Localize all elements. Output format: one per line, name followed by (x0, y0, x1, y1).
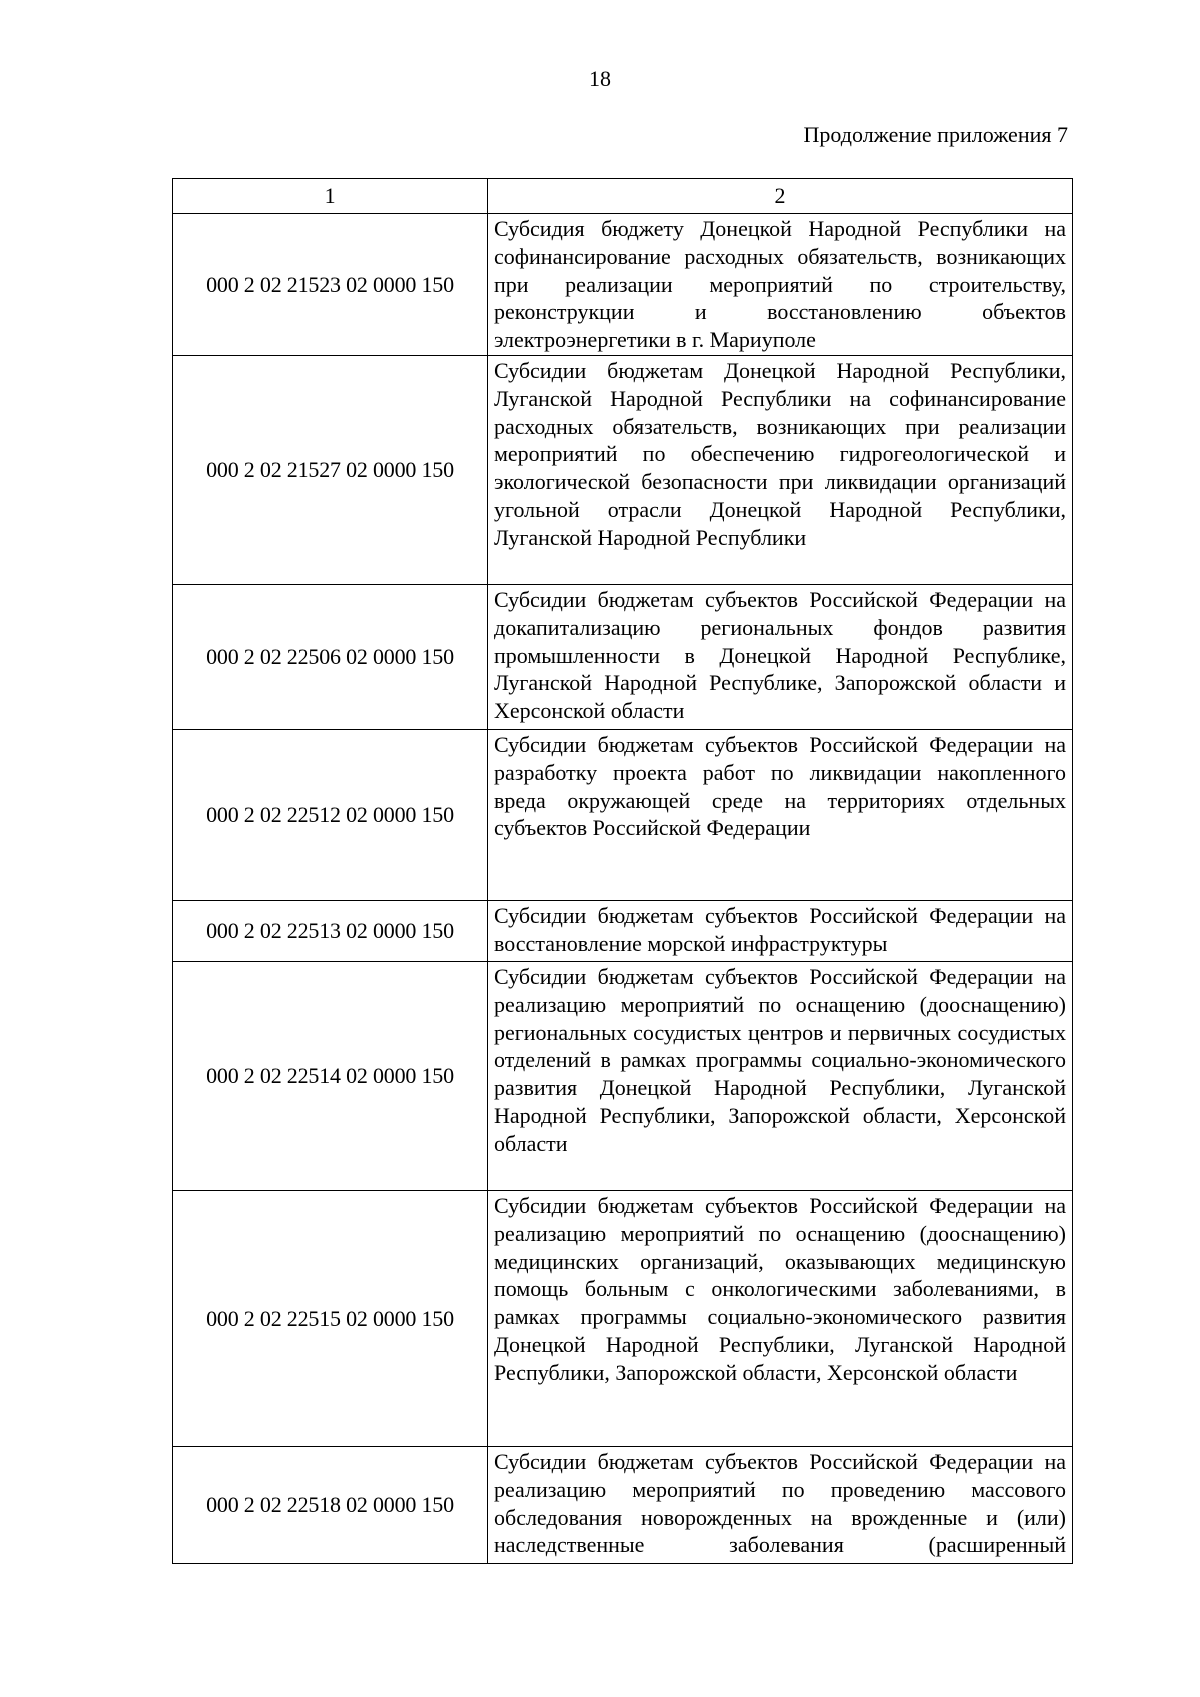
budget-code-cell: 000 2 02 21523 02 0000 150 (173, 214, 488, 356)
budget-code-cell: 000 2 02 22512 02 0000 150 (173, 730, 488, 901)
table-row (173, 214, 1073, 356)
table-row (173, 730, 1073, 901)
page-number: 18 (589, 66, 611, 91)
description-text: Субсидии бюджетам субъектов Российской Федерации на восстановление морской инфраструктуры (494, 903, 1066, 956)
description-text: Субсидии бюджетам субъектов Российской Федерации на реализацию мероприятий по оснащению (дооснащению) медицинских организаций, оказывающих медицинскую помощь больным с онкологическими заболеваниями, в рамках программы социально-экономического развития Донецкой Народной Республики, Луганской Народной Республики, Запорожской области, Херсонской области (494, 1193, 1066, 1385)
table-row (173, 585, 1073, 730)
column-header-1: 1 (173, 179, 488, 214)
budget-code-cell: 000 2 02 22506 02 0000 150 (173, 585, 488, 730)
description-text: Субсидии бюджетам субъектов Российской Федерации на реализацию мероприятий по оснащению (дооснащению) региональных сосудистых центров и первичных сосудистых отделений в рамках программы социально-экономического развития Донецкой Народной Республики, Луганской Народной Республики, Запорожской области, Херсонской области (494, 964, 1066, 1156)
description-cell (488, 585, 1073, 730)
table-row (173, 1447, 1073, 1564)
budget-codes-table (172, 178, 1073, 1564)
description-cell (488, 214, 1073, 356)
budget-code-cell: 000 2 02 22513 02 0000 150 (173, 901, 488, 962)
description-text: Субсидии бюджетам субъектов Российской Федерации на реализацию мероприятий по проведению массового обследования новорожденных на врожденные и (или) наследственные заболевания (расширенный (494, 1449, 1066, 1558)
table-row (173, 962, 1073, 1191)
column-header-2: 2 (488, 179, 1073, 214)
budget-code-cell: 000 2 02 21527 02 0000 150 (173, 356, 488, 585)
description-cell (488, 730, 1073, 901)
table-header-row (173, 179, 1073, 214)
table-row (173, 901, 1073, 962)
description-cell (488, 1191, 1073, 1447)
description-cell (488, 901, 1073, 962)
description-text: Субсидии бюджетам Донецкой Народной Республики, Луганской Народной Республики на софинансирование расходных обязательств, возникающих при реализации мероприятий по обеспечению гидрогеологической и экологической безопасности при ликвидации организаций угольной отрасли Донецкой Народной Республики, Луганской Народной Республики (494, 358, 1066, 550)
description-text: Субсидии бюджетам субъектов Российской Федерации на разработку проекта работ по ликвидации накопленного вреда окружающей среде на территориях отдельных субъектов Российской Федерации (494, 732, 1066, 841)
description-cell (488, 1447, 1073, 1564)
description-cell (488, 356, 1073, 585)
description-cell (488, 962, 1073, 1191)
table-row (173, 1191, 1073, 1447)
table-row (173, 356, 1073, 585)
budget-code-cell: 000 2 02 22514 02 0000 150 (173, 962, 488, 1191)
description-text: Субсидия бюджету Донецкой Народной Республики на софинансирование расходных обязательств, возникающих при реализации мероприятий по строительству, реконструкции и восстановлению объектов электроэнергетики в г. Мариуполе (494, 216, 1066, 353)
appendix-continuation-note: Продолжение приложения 7 (803, 122, 1068, 147)
budget-code-cell: 000 2 02 22518 02 0000 150 (173, 1447, 488, 1564)
description-text: Субсидии бюджетам субъектов Российской Федерации на докапитализацию региональных фондов развития промышленности в Донецкой Народной Республике, Луганской Народной Республике, Запорожской области и Херсонской области (494, 587, 1066, 724)
budget-code-cell: 000 2 02 22515 02 0000 150 (173, 1191, 488, 1447)
